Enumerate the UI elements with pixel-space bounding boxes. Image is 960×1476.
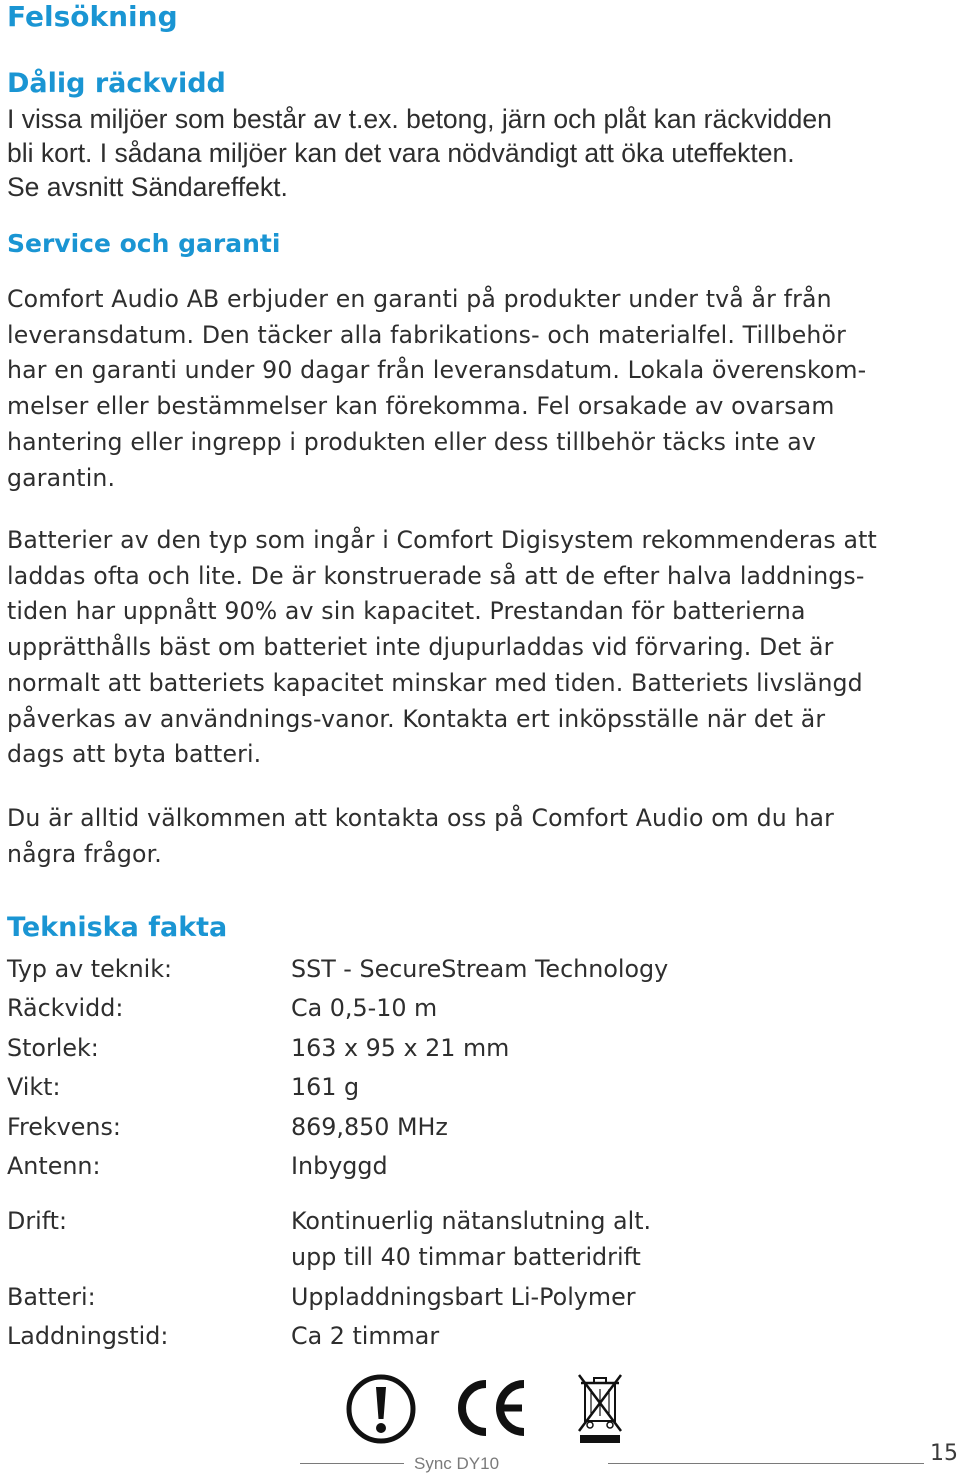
text-line: några frågor.	[7, 839, 162, 868]
spec-label: Drift:	[7, 1207, 68, 1235]
tech-heading: Tekniska fakta	[7, 912, 228, 943]
spec-value: SST - SecureStream Technology	[291, 955, 669, 983]
page-title: Felsökning	[7, 0, 178, 33]
text-line: påverkas av användnings-vanor. Kontakta ert inköpsställe när det är	[7, 704, 826, 733]
text-line: dags att byta batteri.	[7, 740, 262, 769]
range-heading: Dålig räckvidd	[7, 68, 226, 99]
text-line: tiden har uppnått 90% av sin kapacitet. Prestandan för batterierna	[7, 597, 806, 626]
text-line: garantin.	[7, 463, 116, 492]
text-line: har en garanti under 90 dagar från leveransdatum. Lokala överenskom-	[7, 356, 867, 385]
spec-value: Ca 0,5-10 m	[291, 994, 438, 1022]
page-number: 15	[930, 1441, 958, 1466]
text-line: laddas ofta och lite. De är konstruerade så att de efter halva laddnings-	[7, 561, 865, 590]
text-line: Comfort Audio AB erbjuder en garanti på produkter under två år från	[7, 285, 832, 313]
spec-value: 869,850 MHz	[291, 1113, 448, 1141]
spec-value: Inbyggd	[291, 1152, 388, 1180]
spec-label: Räckvidd:	[7, 994, 124, 1022]
text-line: leveransdatum. Den täcker alla fabrikations- och materialfel. Tillbehör	[7, 320, 846, 349]
service-paragraph	[7, 282, 957, 496]
spec-value: 161 g	[291, 1073, 360, 1101]
footer-rule-left	[300, 1463, 404, 1464]
text-line: upprätthålls bäst om batteriet inte djupurladdas vid förvaring. Det är	[7, 633, 834, 662]
spec-value-continued: upp till 40 timmar batteridrift	[291, 1243, 641, 1271]
ce-mark-icon	[454, 1378, 530, 1438]
text-line: I vissa miljöer som består av t.ex. betong, järn och plåt kan räckvidden	[7, 104, 832, 134]
spec-label: Antenn:	[7, 1152, 101, 1180]
spec-label: Vikt:	[7, 1073, 61, 1101]
spec-label: Typ av teknik:	[7, 955, 173, 983]
spec-label: Batteri:	[7, 1283, 96, 1311]
spec-label: Storlek:	[7, 1034, 99, 1062]
battery-paragraph	[7, 523, 957, 773]
spec-value: Uppladdningsbart Li-Polymer	[291, 1283, 636, 1311]
warning-circle-icon	[345, 1373, 417, 1445]
spec-value: Ca 2 timmar	[291, 1322, 440, 1350]
spec-value: Kontinuerlig nätanslutning alt.	[291, 1207, 652, 1235]
text-line: Batterier av den typ som ingår i Comfort Digisystem rekommenderas att	[7, 526, 877, 554]
text-line: Se avsnitt Sändareffekt.	[7, 172, 288, 202]
text-line: normalt att batteriets kapacitet minskar med tiden. Batteriets livslängd	[7, 668, 863, 697]
contact-paragraph	[7, 801, 957, 872]
spec-value: 163 x 95 x 21 mm	[291, 1034, 510, 1062]
footer-product: Sync DY10	[414, 1454, 500, 1473]
range-paragraph	[7, 102, 957, 204]
spec-label: Laddningstid:	[7, 1322, 169, 1350]
footer-rule-right	[608, 1463, 924, 1464]
text-line: melser eller bestämmelser kan förekomma. Fel orsakade av ovarsam	[7, 392, 835, 421]
spec-label: Frekvens:	[7, 1113, 121, 1141]
text-line: Du är alltid välkommen att kontakta oss på Comfort Audio om du har	[7, 804, 835, 832]
service-heading: Service och garanti	[7, 229, 281, 258]
text-line: hantering eller ingrepp i produkten eller dess tillbehör täcks inte av	[7, 427, 817, 456]
text-line: bli kort. I sådana miljöer kan det vara nödvändigt att öka uteffekten.	[7, 138, 795, 168]
weee-bin-icon	[577, 1373, 623, 1445]
